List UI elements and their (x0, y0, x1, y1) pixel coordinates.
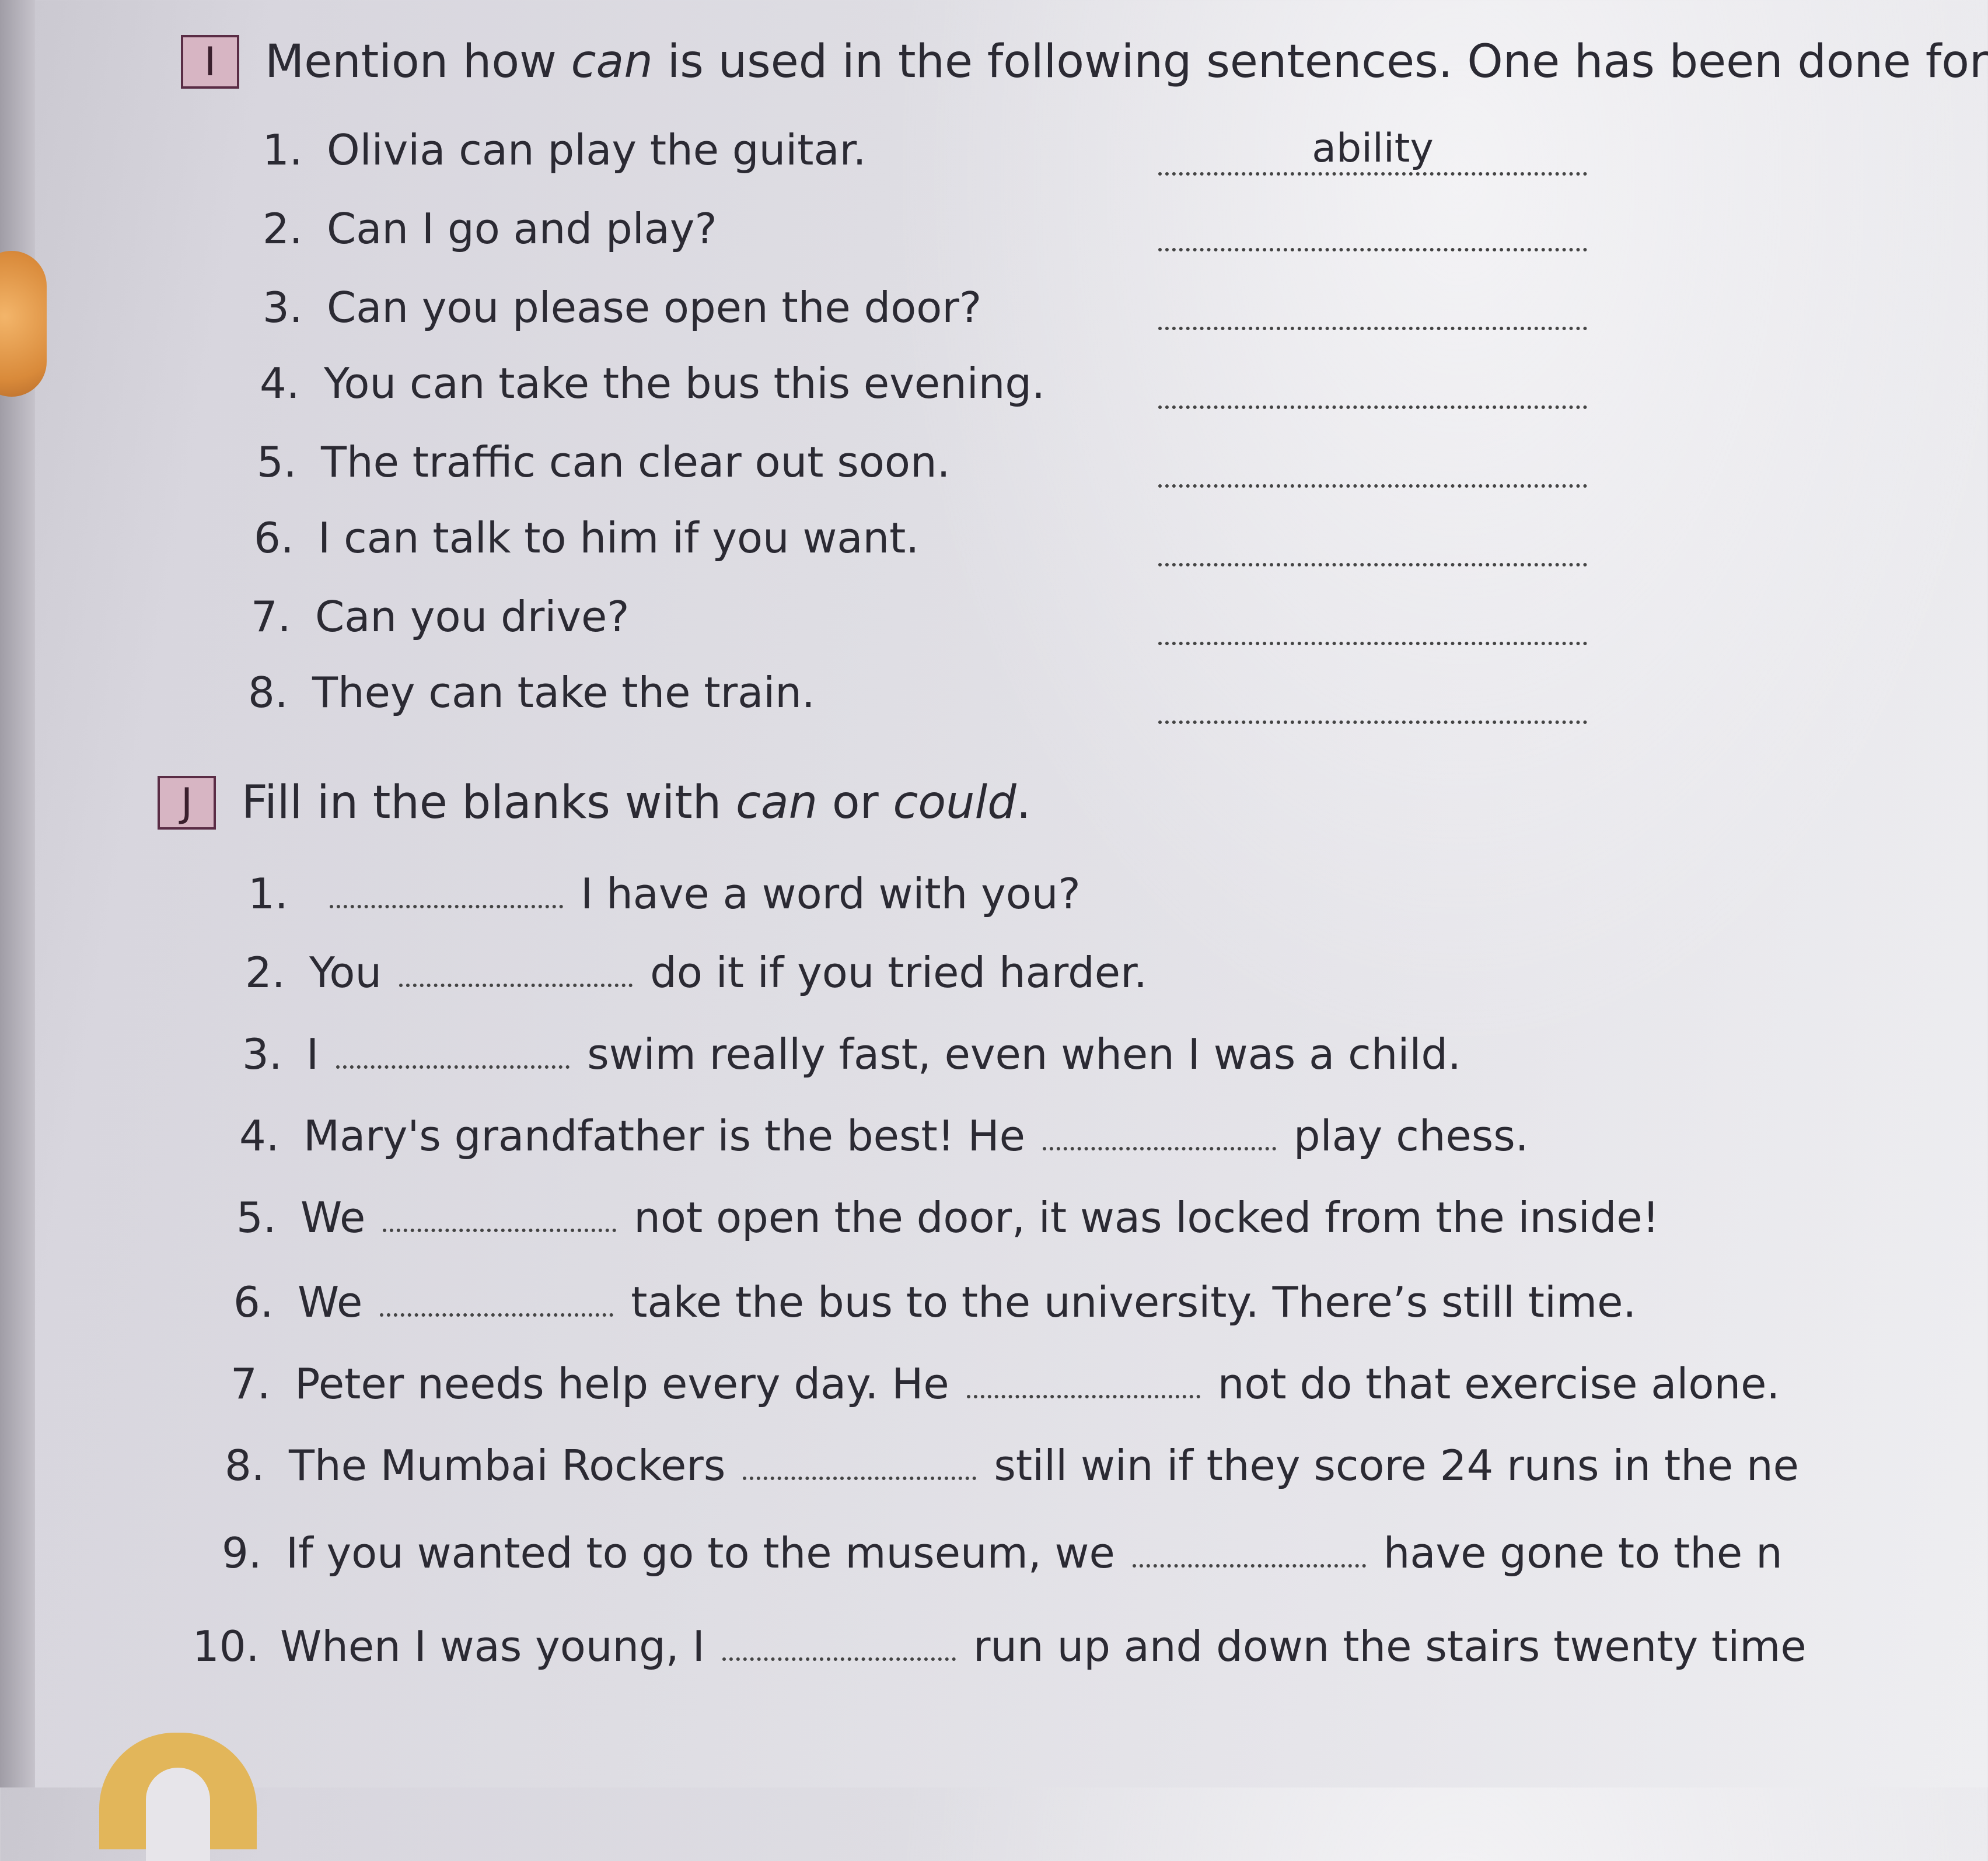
item-text: I can talk to him if you want. (318, 513, 920, 562)
answer-field[interactable]: ability (1158, 125, 1587, 176)
item-text: They can take the train. (312, 668, 815, 717)
instruction-emphasis: can (736, 776, 818, 829)
answer-field[interactable] (1158, 674, 1587, 724)
section-j-item-10 (193, 1622, 1807, 1671)
answer-field[interactable] (1158, 359, 1587, 409)
blank-field[interactable] (380, 1290, 613, 1317)
item-number: 4. (260, 359, 300, 408)
instruction-part: . (1016, 776, 1031, 829)
section-i-item-1 (263, 125, 866, 174)
item-after: take the bus to the university. There’s still time. (631, 1278, 1637, 1327)
item-before: When I was young, I (280, 1622, 705, 1671)
instruction-emphasis: can (571, 36, 653, 88)
item-number: 5. (257, 438, 297, 487)
item-number: 5. (236, 1193, 277, 1242)
item-before: I (306, 1030, 319, 1079)
item-text: You can take the bus this evening. (324, 359, 1045, 408)
instruction-part: is used in the following sentences. One has been done for (652, 36, 1988, 88)
item-before: We (301, 1193, 366, 1242)
section-i-item-6 (254, 513, 919, 562)
section-j-item-5 (236, 1193, 1659, 1242)
item-before: If you wanted to go to the museum, we (286, 1528, 1115, 1577)
item-before: You (309, 948, 382, 997)
item-after: swim really fast, even when I was a child. (587, 1030, 1461, 1079)
blank-field[interactable] (743, 1453, 976, 1480)
answer-field[interactable] (1158, 201, 1587, 251)
answer-field[interactable] (1158, 516, 1587, 566)
item-before: The Mumbai Rockers (289, 1441, 726, 1490)
item-after: run up and down the stairs twenty time (973, 1622, 1807, 1671)
thumb (0, 251, 47, 397)
item-after: have gone to the n (1383, 1528, 1783, 1577)
item-before: Peter needs help every day. He (295, 1359, 949, 1408)
blank-field[interactable] (330, 881, 563, 908)
section-i-item-3 (263, 283, 981, 332)
section-j-item-6 (233, 1278, 1636, 1327)
item-number: 3. (242, 1030, 282, 1079)
page-corner-graphic (99, 1733, 257, 1849)
item-after: not do that exercise alone. (1217, 1359, 1780, 1408)
section-j-item-4 (239, 1111, 1529, 1160)
item-before: We (298, 1278, 363, 1327)
section-i-item-8 (248, 668, 815, 717)
section-i-item-7 (251, 592, 630, 641)
section-j-heading (158, 776, 1031, 830)
answer-field[interactable] (1158, 595, 1587, 645)
section-i-instruction (265, 36, 1988, 88)
item-number: 7. (230, 1359, 271, 1408)
item-number: 8. (248, 668, 288, 717)
instruction-part: or (817, 776, 893, 829)
blank-field[interactable] (1043, 1124, 1276, 1150)
item-number: 2. (245, 948, 285, 997)
section-j-item-2 (245, 948, 1147, 997)
item-text: Olivia can play the guitar. (327, 125, 867, 174)
item-number: 4. (239, 1111, 279, 1160)
section-j-item-1 (248, 869, 1081, 918)
section-j-item-9 (222, 1528, 1783, 1577)
section-i-item-2 (263, 204, 717, 253)
item-number: 1. (248, 869, 288, 918)
item-after: still win if they score 24 runs in the ne (994, 1441, 1799, 1490)
section-i-item-5 (257, 438, 951, 487)
item-after: play chess. (1293, 1111, 1529, 1160)
item-text: Can I go and play? (327, 204, 717, 253)
section-j-item-7 (230, 1359, 1780, 1408)
item-number: 6. (233, 1278, 274, 1327)
blank-field[interactable] (1133, 1541, 1366, 1568)
blank-field[interactable] (383, 1205, 616, 1232)
item-after: do it if you tried harder. (650, 948, 1147, 997)
blank-field[interactable] (967, 1372, 1200, 1398)
section-j-tag: J (158, 776, 216, 830)
section-i-heading (181, 35, 1988, 89)
item-number: 10. (193, 1622, 260, 1671)
answer-field[interactable] (1158, 280, 1587, 330)
item-text: The traffic can clear out soon. (321, 438, 951, 487)
item-number: 1. (263, 125, 303, 174)
item-after: I have a word with you? (581, 869, 1081, 918)
item-text: Can you drive? (315, 592, 630, 641)
section-i-item-4 (260, 359, 1045, 408)
section-j-item-8 (225, 1441, 1799, 1490)
answer-field[interactable] (1158, 438, 1587, 488)
blank-field[interactable] (399, 960, 633, 987)
instruction-part: Fill in the blanks with (242, 776, 736, 829)
item-number: 8. (225, 1441, 265, 1490)
instruction-emphasis: could (893, 776, 1016, 829)
blank-field[interactable] (336, 1042, 570, 1069)
item-number: 3. (263, 283, 303, 332)
instruction-part: Mention how (265, 36, 571, 88)
item-number: 9. (222, 1528, 262, 1577)
section-j-instruction (242, 776, 1031, 829)
blank-field[interactable] (722, 1634, 956, 1661)
item-number: 7. (251, 592, 291, 641)
item-number: 2. (263, 204, 303, 253)
item-after: not open the door, it was locked from the inside! (634, 1193, 1659, 1242)
section-i-tag: I (181, 35, 239, 89)
item-before: Mary's grandfather is the best! He (303, 1111, 1025, 1160)
item-text: Can you please open the door? (327, 283, 982, 332)
section-j-item-3 (242, 1030, 1461, 1079)
item-number: 6. (254, 513, 294, 562)
